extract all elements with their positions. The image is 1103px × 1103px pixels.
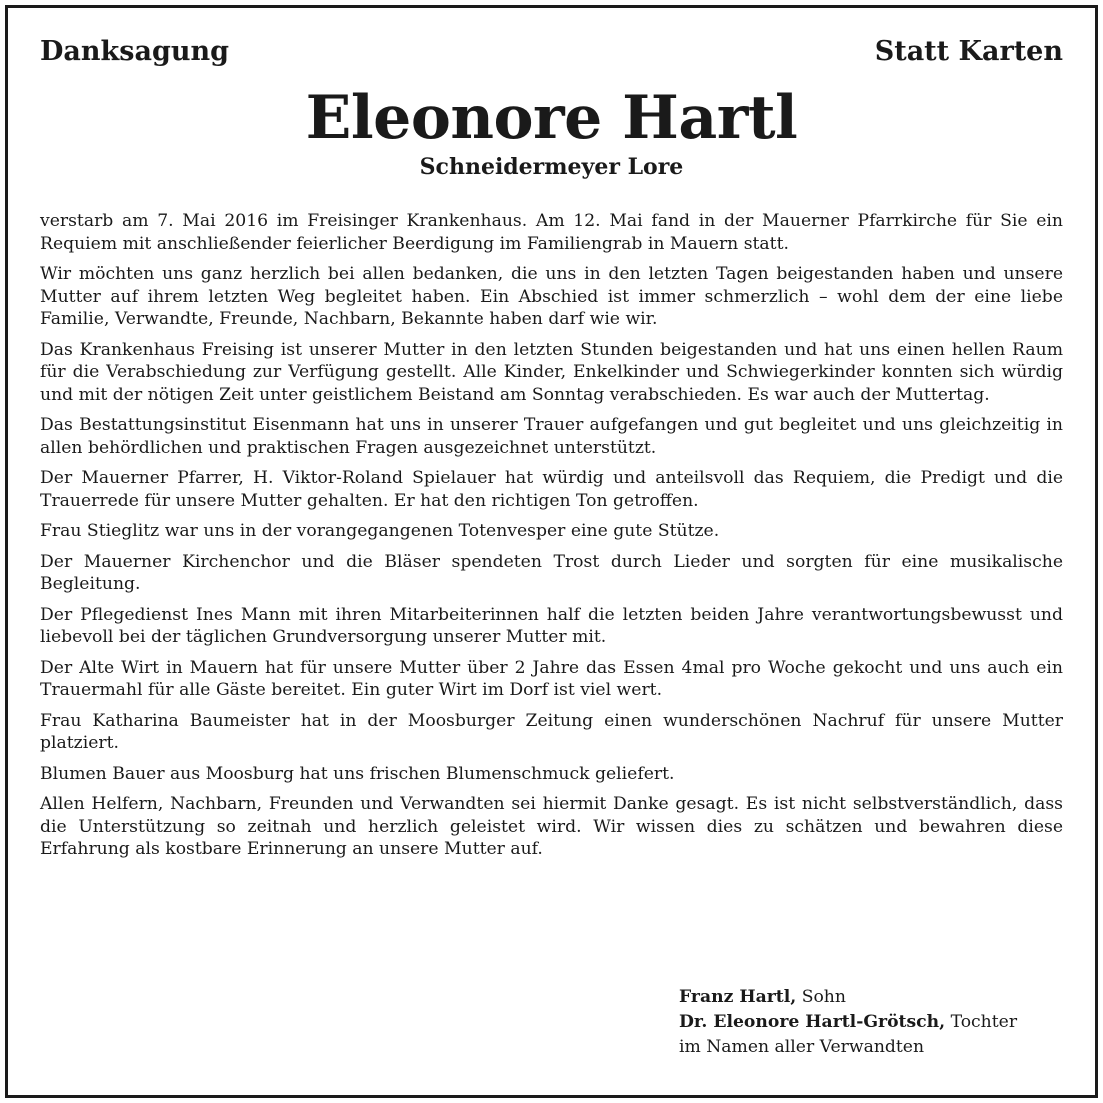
signer-2-name: Dr. Eleonore Hartl-Grötsch, xyxy=(679,1012,946,1032)
paragraph: Frau Stieglitz war uns in der vorangegangenen Totenvesper eine gute Stütze. xyxy=(40,521,720,541)
signer-line-2 xyxy=(679,1010,1017,1035)
paragraph: Der Pflegedienst Ines Mann mit ihren Mitarbeiterinnen half die letzten beiden Jahre verantwortungsbewusst und liebevoll bei der täglichen Grundversorgung unserer Mutter mit. xyxy=(40,604,1063,647)
paragraph: Der Mauerner Pfarrer, H. Viktor-Roland Spielauer hat würdig und anteilsvoll das Requiem, die Predigt und die Trauerrede für unsere Mutter gehalten. Er hat den richtigen Ton getroffen. xyxy=(40,468,1063,511)
notice-content xyxy=(40,30,1063,869)
signoff-closing: im Namen aller Verwandten xyxy=(679,1037,925,1057)
signer-1-role: Sohn xyxy=(801,987,846,1007)
paragraph: Das Bestattungsinstitut Eisenmann hat uns in unserer Trauer aufgefangen und gut begleitet und uns gleichzeitig in allen behördlichen und praktischen Fragen ausgezeichnet unterstützt. xyxy=(40,415,1063,458)
signoff-block xyxy=(679,985,1017,1060)
notice-type-label: Danksagung xyxy=(40,36,229,67)
statt-karten-label: Statt Karten xyxy=(874,36,1063,67)
signer-line-1 xyxy=(679,985,1017,1010)
paragraph: verstarb am 7. Mai 2016 im Freisinger Krankenhaus. Am 12. Mai fand in der Mauerner Pfarrkirche für Sie ein Requiem mit anschließender feierlicher Beerdigung im Familiengrab in Mauern statt. xyxy=(40,211,1063,254)
paragraph: Der Alte Wirt in Mauern hat für unsere Mutter über 2 Jahre das Essen 4mal pro Woche gekocht und uns auch ein Trauermahl für alle Gäste bereitet. Ein guter Wirt im Dorf ist viel wert. xyxy=(40,657,1063,700)
paragraph: Allen Helfern, Nachbarn, Freunden und Verwandten sei hiermit Danke gesagt. Es ist nicht selbstverständlich, dass die Unterstützung so zeitnah und herzlich geleistet wird. Wir wissen dies zu schätzen und bewahren diese Erfahrung als kostbare Erinnerung an unsere Mutter auf. xyxy=(40,794,1063,859)
paragraph: Frau Katharina Baumeister hat in der Moosburger Zeitung einen wunderschönen Nachruf für unsere Mutter platziert. xyxy=(40,710,1063,753)
signer-2-role: Tochter xyxy=(950,1012,1018,1032)
notice-body xyxy=(40,210,1063,861)
deceased-birth-name: Schneidermeyer Lore xyxy=(419,154,684,180)
signer-1-name: Franz Hartl, xyxy=(679,987,797,1007)
paragraph: Blumen Bauer aus Moosburg hat uns frischen Blumenschmuck geliefert. xyxy=(40,763,675,784)
deceased-name: Eleonore Hartl xyxy=(305,83,798,153)
header-line xyxy=(40,30,1063,74)
paragraph: Wir möchten uns ganz herzlich bei allen bedanken, die uns in den letzten Tagen beigestanden haben und unsere Mutter auf ihrem letzten Weg begleitet haben. Ein Abschied ist immer schmerzlich – wohl dem der eine liebe Familie, Verwandte, Freunde, Nachbarn, Bekannte haben darf wie wir. xyxy=(40,264,1063,329)
paragraph: Der Mauerner Kirchenchor und die Bläser spendeten Trost durch Lieder und sorgten für eine musikalische Begleitung. xyxy=(40,551,1063,594)
paragraph: Das Krankenhaus Freising ist unserer Mutter in den letzten Stunden beigestanden und hat uns einen hellen Raum für die Verabschiedung zur Verfügung gestellt. Alle Kinder, Enkelkinder und Schwiegerkinder konnten sich würdig und mit der nötigen Zeit unter geistlichem Beistand am Sonntag verabschieden. Es war auch der Muttertag. xyxy=(40,339,1063,405)
